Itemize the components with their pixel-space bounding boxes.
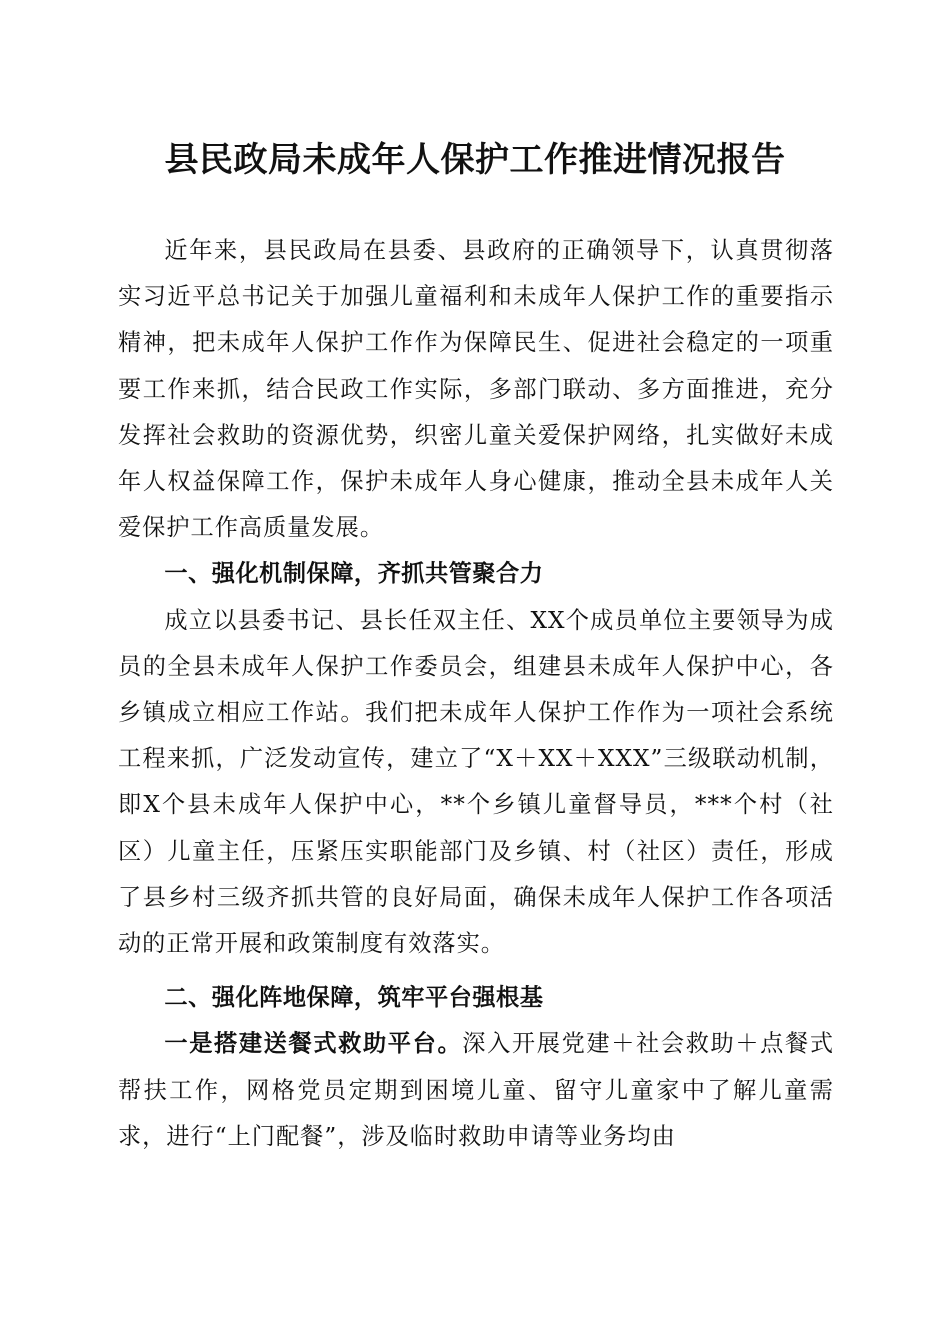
- document-body: [118, 228, 834, 1160]
- section-2-heading: 二、强化阵地保障，筑牢平台强根基: [164, 984, 544, 1012]
- document-title: 县民政局未成年人保护工作推进情况报告: [164, 140, 786, 180]
- section-2-paragraph: [118, 1021, 834, 1160]
- intro-paragraph: 近年来，县民政局在县委、县政府的正确领导下，认真贯彻落实习近平总书记关于加强儿童福利和未成年人保护工作的重要指示精神，把未成年人保护工作作为保障民生、促进社会稳定的一项重要工作来抓，结合民政工作实际，多部门联动、多方面推进，充分发挥社会救助的资源优势，织密儿童关爱保护网络，扎实做好未成年人权益保障工作，保护未成年人身心健康，推动全县未成年人关爱保护工作高质量发展。: [118, 237, 834, 542]
- section-spacer: [118, 967, 834, 975]
- section-1-heading: 一、强化机制保障，齐抓共管聚合力: [164, 560, 544, 588]
- section-1-paragraph: 成立以县委书记、县长任双主任、XX个成员单位主要领导为成员的全县未成年人保护工作委员会，组建县未成年人保护中心，各乡镇成立相应工作站。我们把未成年人保护工作作为一项社会系统工程来抓，广泛发动宣传，建立了“X＋XX＋XXX”三级联动机制，即X个县未成年人保护中心，**个乡镇儿童督导员，***个村（社区）儿童主任，压紧压实职能部门及乡镇、村（社区）责任，形成了县乡村三级齐抓共管的良好局面，确保未成年人保护工作各项活动的正常开展和政策制度有效落实。: [118, 606, 834, 958]
- section-2-lead: 一是搭建送餐式救助平台。: [164, 1030, 463, 1058]
- section-2-body: 深入开展党建＋社会救助＋点餐式帮扶工作，网格党员定期到困境儿童、留守儿童家中了解儿童需求，进行“上门配餐”，涉及临时救助申请等业务均由: [118, 1030, 835, 1150]
